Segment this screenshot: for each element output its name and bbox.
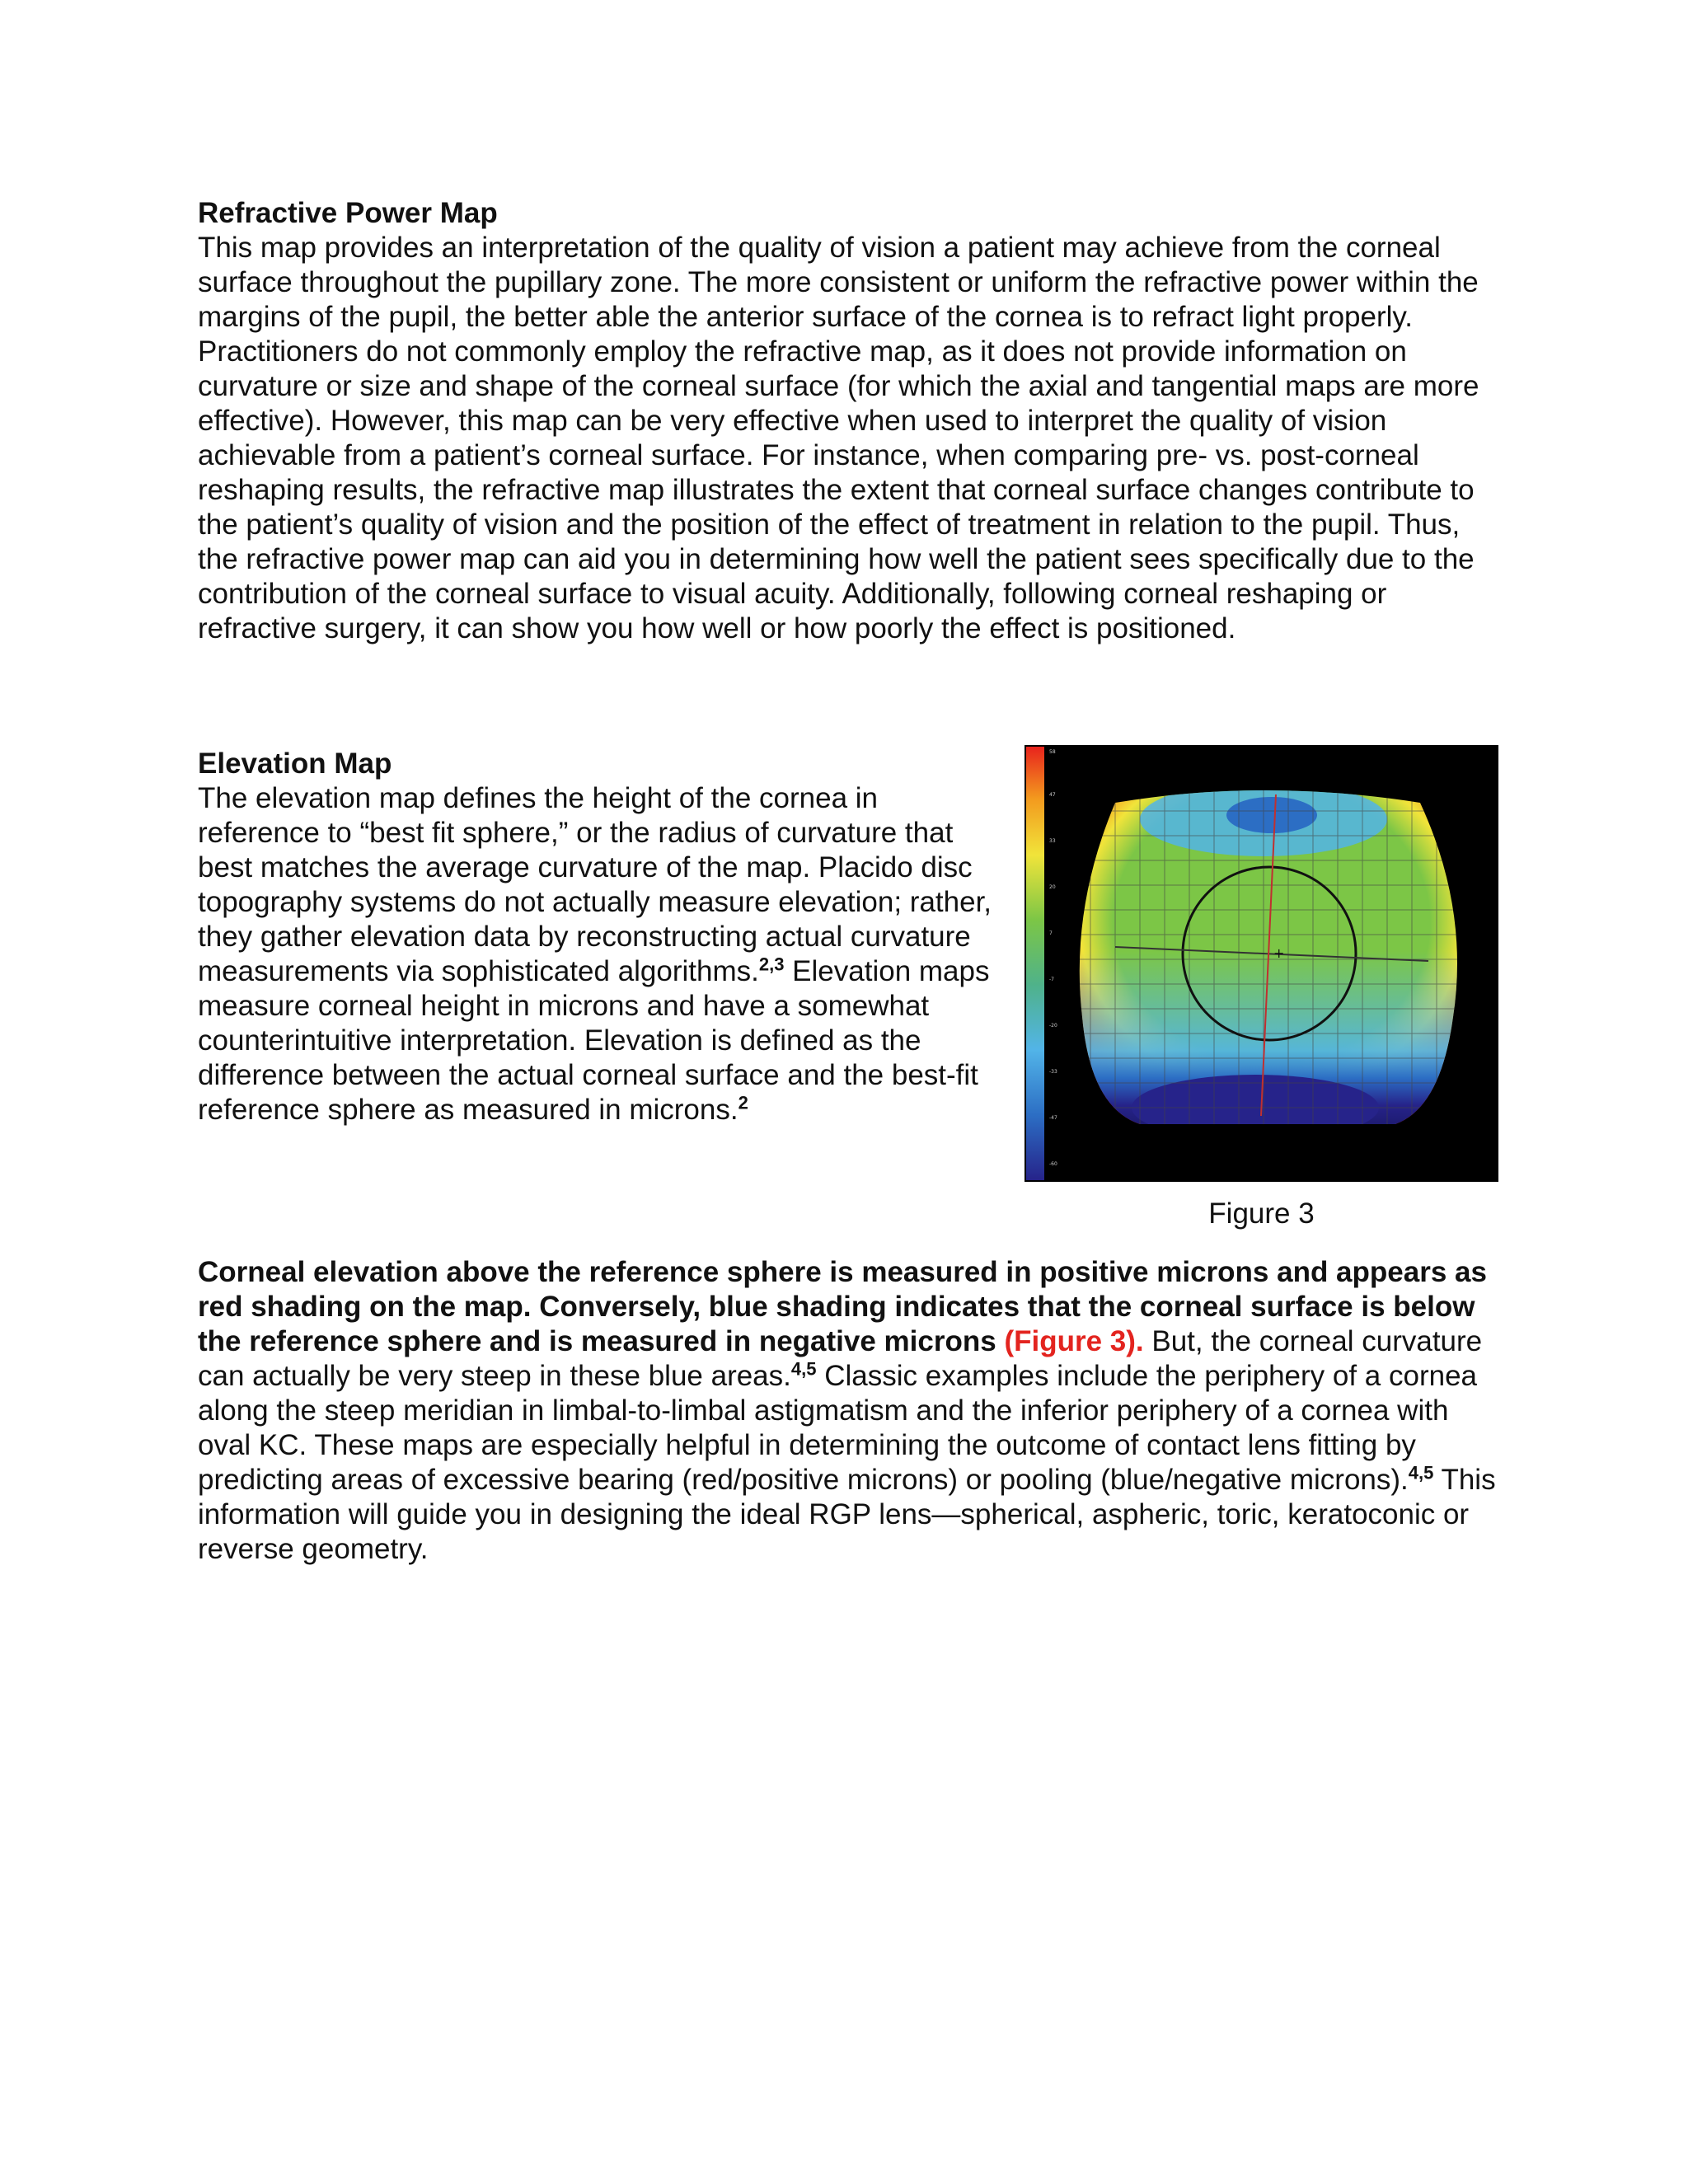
scale-label: -47 xyxy=(1049,1115,1057,1121)
elevation-text-1: The elevation map defines the height of the cornea in reference to “best fit sphere,” or the radius of curvature that best matches the average curvature of the map. Placido disc topography systems do not actually measure elevation; rather, they gather elevation data by reconstructing actual curvature measurements via sophisticated algorithms. xyxy=(198,782,992,987)
scale-label: 33 xyxy=(1049,838,1056,844)
elevation-interpretation-section xyxy=(198,1255,1500,1567)
figure-3-reference: (Figure 3). xyxy=(1004,1325,1144,1357)
scale-label: 47 xyxy=(1049,792,1056,798)
scale-label: 20 xyxy=(1049,884,1056,890)
center-cross-icon: + xyxy=(1273,945,1285,961)
citation-2: 2 xyxy=(738,1092,748,1113)
elevation-map-paragraph xyxy=(198,781,1006,1127)
elevation-interpretation-paragraph xyxy=(198,1255,1500,1567)
interpretation-text-1: But, the corneal curvature can actually be very steep in these blue areas. xyxy=(198,1325,1483,1392)
citation-4-5: 4,5 xyxy=(790,1358,817,1380)
scale-label: 58 xyxy=(1049,749,1056,755)
elevation-map-section xyxy=(198,747,1006,1127)
citation-4-5: 4,5 xyxy=(1408,1462,1434,1483)
interpretation-text-3: This information will guide you in designing the ideal RGP lens—spherical, aspheric, toric, keratoconic or reverse geometry. xyxy=(198,1464,1496,1565)
figure-caption: Figure 3 xyxy=(1208,1197,1315,1230)
refractive-power-section xyxy=(198,196,1500,646)
scale-label: -60 xyxy=(1049,1161,1057,1167)
scale-label: -20 xyxy=(1049,1023,1057,1029)
refractive-power-paragraph: This map provides an interpretation of the quality of vision a patient may achieve from the corneal surface throughout the pupillary zone. The more consistent or uniform the refractive power within the margins of the pupil, the better able the anterior surface of the cornea is to refract light properly. Practitioners do not commonly employ the refractive map, as it does not provide information on curvature or size and shape of the corneal surface (for which the axial and tangential maps are more effective). However, this map can be very effective when used to interpret the quality of vision achievable from a patient’s corneal surface. For instance, when comparing pre- vs. post-corneal reshaping results, the refractive map illustrates the extent that corneal surface changes contribute to the patient’s quality of vision and the position of the effect of treatment in relation to the pupil. Thus, the refractive power map can aid you in determining how well the patient sees specifically due to the contribution of the corneal surface to visual acuity. Additionally, following corneal reshaping or refractive surgery, it can show you how well or how poorly the effect is positioned. xyxy=(198,232,1479,644)
scale-label: -7 xyxy=(1049,977,1054,982)
scale-label: 7 xyxy=(1049,930,1053,936)
figure-3 xyxy=(1025,745,1498,1231)
color-scale-bar xyxy=(1026,747,1044,1180)
cornea-map xyxy=(1066,770,1478,1141)
bold-statement: Corneal elevation above the reference sphere is measured in positive microns and appears as red shading on the map. Conversely, blue shading indicates that the corneal surface is below the reference sphere and is measured in negative microns xyxy=(198,1256,1487,1357)
elevation-map-heading: Elevation Map xyxy=(198,748,392,780)
elevation-text-2: Elevation maps measure corneal height in microns and have a somewhat counterintuitive interpretation. Elevation is defined as the difference between the actual corneal surface and the best-fit reference sphere as measured in microns. xyxy=(198,955,990,1126)
elevation-map-image xyxy=(1025,745,1498,1182)
citation-2-3: 2,3 xyxy=(758,954,785,975)
scale-label: -33 xyxy=(1049,1069,1057,1075)
refractive-power-heading: Refractive Power Map xyxy=(198,197,498,229)
interpretation-text-2: Classic examples include the periphery of a cornea along the steep meridian in limbal-to-limbal astigmatism and the inferior periphery of a cornea with oval KC. These maps are especially helpful in determining the outcome of contact lens fitting by predicting areas of excessive bearing (red/positive microns) or pooling (blue/negative microns). xyxy=(198,1360,1478,1496)
